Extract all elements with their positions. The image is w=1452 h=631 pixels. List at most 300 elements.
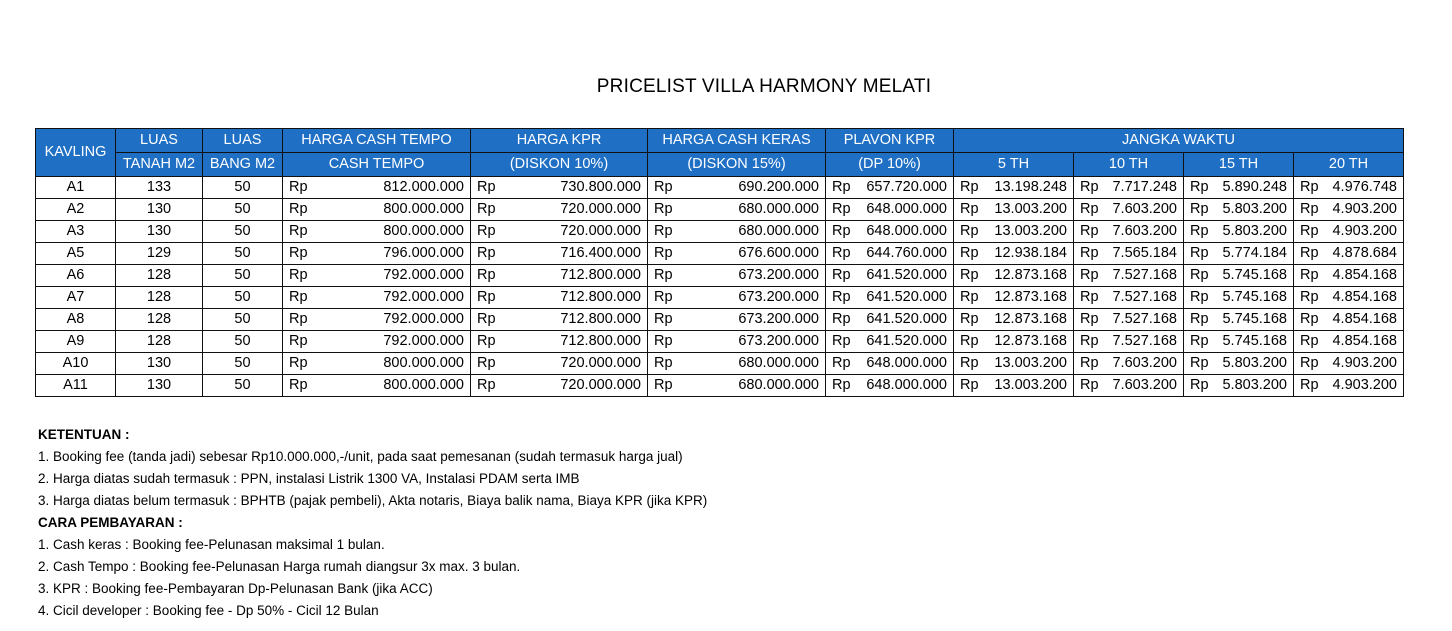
table-row [36, 243, 1404, 265]
cell-bang: 50 [203, 331, 283, 353]
currency-label: Rp [654, 311, 673, 327]
cell-th20 [1294, 353, 1404, 375]
currency-label: Rp [477, 333, 496, 349]
amount: 680.000.000 [738, 223, 819, 239]
amount: 5.803.200 [1222, 355, 1287, 371]
amount: 648.000.000 [866, 377, 947, 393]
currency-label: Rp [832, 311, 851, 327]
amount: 4.878.684 [1332, 245, 1397, 261]
cell-cash-keras [648, 243, 826, 265]
cell-th10 [1074, 199, 1184, 221]
amount: 680.000.000 [738, 201, 819, 217]
cell-cash-keras [648, 265, 826, 287]
cell-tanah: 133 [116, 177, 203, 199]
cell-tanah: 130 [116, 221, 203, 243]
currency-label: Rp [1300, 201, 1319, 217]
amount: 13.003.200 [994, 223, 1067, 239]
currency-label: Rp [477, 355, 496, 371]
cell-kavling: A11 [36, 375, 116, 397]
amount: 4.976.748 [1332, 179, 1397, 195]
amount: 4.903.200 [1332, 223, 1397, 239]
amount: 712.800.000 [560, 333, 641, 349]
currency-label: Rp [289, 355, 308, 371]
header-kpr: HARGA KPR [471, 129, 648, 153]
cell-th5 [954, 221, 1074, 243]
cell-cash-tempo [283, 287, 471, 309]
currency-label: Rp [1190, 267, 1209, 283]
currency-label: Rp [289, 201, 308, 217]
currency-label: Rp [289, 223, 308, 239]
cell-th10 [1074, 309, 1184, 331]
amount: 800.000.000 [383, 201, 464, 217]
currency-label: Rp [1190, 179, 1209, 195]
table-row [36, 287, 1404, 309]
cell-bang: 50 [203, 243, 283, 265]
currency-label: Rp [1080, 223, 1099, 239]
header-tanah-m2: TANAH M2 [116, 153, 203, 177]
amount: 5.745.168 [1222, 311, 1287, 327]
amount: 4.854.168 [1332, 267, 1397, 283]
amount: 720.000.000 [560, 223, 641, 239]
cell-kavling: A7 [36, 287, 116, 309]
currency-label: Rp [654, 377, 673, 393]
cara-item: 1. Cash keras : Booking fee-Pelunasan maksimal 1 bulan. [38, 537, 385, 552]
amount: 4.854.168 [1332, 333, 1397, 349]
amount: 7.527.168 [1112, 267, 1177, 283]
currency-label: Rp [1080, 245, 1099, 261]
currency-label: Rp [477, 179, 496, 195]
amount: 641.520.000 [866, 333, 947, 349]
currency-label: Rp [832, 179, 851, 195]
amount: 712.800.000 [560, 267, 641, 283]
amount: 4.903.200 [1332, 201, 1397, 217]
table-row [36, 199, 1404, 221]
cara-item: 3. KPR : Booking fee-Pembayaran Dp-Pelunasan Bank (jika ACC) [38, 581, 433, 596]
table-row [36, 353, 1404, 375]
cell-cash-keras [648, 331, 826, 353]
currency-label: Rp [289, 377, 308, 393]
cell-cash-tempo [283, 375, 471, 397]
amount: 676.600.000 [738, 245, 819, 261]
currency-label: Rp [654, 267, 673, 283]
cell-th5 [954, 265, 1074, 287]
amount: 792.000.000 [383, 289, 464, 305]
cara-item: 2. Cash Tempo : Booking fee-Pelunasan Harga rumah diangsur 3x max. 3 bulan. [38, 559, 521, 574]
amount: 720.000.000 [560, 355, 641, 371]
cell-th15 [1184, 221, 1294, 243]
table-row [36, 177, 1404, 199]
currency-label: Rp [960, 355, 979, 371]
cell-kpr [471, 287, 648, 309]
table-row [36, 221, 1404, 243]
cell-th15 [1184, 287, 1294, 309]
amount: 7.717.248 [1112, 179, 1177, 195]
currency-label: Rp [289, 245, 308, 261]
currency-label: Rp [654, 223, 673, 239]
cell-kpr [471, 375, 648, 397]
cell-tanah: 130 [116, 199, 203, 221]
currency-label: Rp [289, 333, 308, 349]
cell-th20 [1294, 265, 1404, 287]
cell-cash-tempo [283, 353, 471, 375]
amount: 12.873.168 [994, 333, 1067, 349]
page-title: PRICELIST VILLA HARMONY MELATI [596, 76, 932, 97]
amount: 792.000.000 [383, 267, 464, 283]
amount: 4.854.168 [1332, 289, 1397, 305]
currency-label: Rp [654, 289, 673, 305]
cell-plavon [826, 265, 954, 287]
cell-th15 [1184, 353, 1294, 375]
amount: 730.800.000 [560, 179, 641, 195]
cell-cash-tempo [283, 221, 471, 243]
currency-label: Rp [477, 267, 496, 283]
currency-label: Rp [654, 201, 673, 217]
cell-th20 [1294, 221, 1404, 243]
currency-label: Rp [289, 179, 308, 195]
cell-th10 [1074, 221, 1184, 243]
cell-th15 [1184, 309, 1294, 331]
header-cash-tempo-sub: CASH TEMPO [283, 153, 471, 177]
amount: 13.003.200 [994, 201, 1067, 217]
cell-kpr [471, 177, 648, 199]
currency-label: Rp [654, 245, 673, 261]
amount: 7.603.200 [1112, 377, 1177, 393]
amount: 792.000.000 [383, 311, 464, 327]
cell-cash-tempo [283, 177, 471, 199]
currency-label: Rp [477, 245, 496, 261]
currency-label: Rp [960, 333, 979, 349]
cell-cash-tempo [283, 243, 471, 265]
amount: 12.873.168 [994, 311, 1067, 327]
cell-bang: 50 [203, 265, 283, 287]
currency-label: Rp [960, 311, 979, 327]
currency-label: Rp [1300, 267, 1319, 283]
cell-th10 [1074, 375, 1184, 397]
amount: 5.803.200 [1222, 223, 1287, 239]
currency-label: Rp [477, 223, 496, 239]
amount: 12.938.184 [994, 245, 1067, 261]
amount: 690.200.000 [738, 179, 819, 195]
cell-bang: 50 [203, 221, 283, 243]
currency-label: Rp [1190, 377, 1209, 393]
cell-kpr [471, 199, 648, 221]
header-plavon-sub: (DP 10%) [826, 153, 954, 177]
currency-label: Rp [1190, 201, 1209, 217]
amount: 5.745.168 [1222, 289, 1287, 305]
amount: 796.000.000 [383, 245, 464, 261]
currency-label: Rp [832, 267, 851, 283]
amount: 648.000.000 [866, 355, 947, 371]
cell-cash-keras [648, 199, 826, 221]
cara-item: 4. Cicil developer : Booking fee - Dp 50% - Cicil 12 Bulan [38, 603, 379, 618]
cell-plavon [826, 309, 954, 331]
cell-th20 [1294, 331, 1404, 353]
amount: 7.565.184 [1112, 245, 1177, 261]
cell-tanah: 128 [116, 309, 203, 331]
amount: 4.854.168 [1332, 311, 1397, 327]
currency-label: Rp [1300, 377, 1319, 393]
amount: 641.520.000 [866, 311, 947, 327]
currency-label: Rp [654, 179, 673, 195]
amount: 5.774.184 [1222, 245, 1287, 261]
currency-label: Rp [477, 201, 496, 217]
cell-cash-tempo [283, 331, 471, 353]
cell-kavling: A2 [36, 199, 116, 221]
cell-tanah: 130 [116, 375, 203, 397]
currency-label: Rp [960, 377, 979, 393]
currency-label: Rp [832, 201, 851, 217]
amount: 4.903.200 [1332, 377, 1397, 393]
table-row [36, 375, 1404, 397]
amount: 7.603.200 [1112, 223, 1177, 239]
cell-kavling: A3 [36, 221, 116, 243]
header-10th: 10 TH [1074, 153, 1184, 177]
cell-cash-keras [648, 287, 826, 309]
currency-label: Rp [477, 289, 496, 305]
cell-plavon [826, 199, 954, 221]
currency-label: Rp [289, 289, 308, 305]
cell-bang: 50 [203, 353, 283, 375]
cell-tanah: 128 [116, 265, 203, 287]
amount: 5.890.248 [1222, 179, 1287, 195]
cell-cash-tempo [283, 265, 471, 287]
currency-label: Rp [832, 377, 851, 393]
cell-th15 [1184, 331, 1294, 353]
currency-label: Rp [1080, 377, 1099, 393]
cell-th10 [1074, 287, 1184, 309]
amount: 5.803.200 [1222, 377, 1287, 393]
header-5th: 5 TH [954, 153, 1074, 177]
amount: 680.000.000 [738, 355, 819, 371]
header-bang-m2: BANG M2 [203, 153, 283, 177]
header-jangka-waktu: JANGKA WAKTU [954, 129, 1404, 153]
amount: 716.400.000 [560, 245, 641, 261]
cell-plavon [826, 221, 954, 243]
cell-th5 [954, 287, 1074, 309]
amount: 673.200.000 [738, 267, 819, 283]
amount: 12.873.168 [994, 289, 1067, 305]
cell-kavling: A9 [36, 331, 116, 353]
currency-label: Rp [960, 223, 979, 239]
amount: 7.527.168 [1112, 311, 1177, 327]
cell-th20 [1294, 199, 1404, 221]
amount: 720.000.000 [560, 377, 641, 393]
header-cash-keras-sub: (DISKON 15%) [648, 153, 826, 177]
cell-tanah: 130 [116, 353, 203, 375]
header-cash-tempo: HARGA CASH TEMPO [283, 129, 471, 153]
header-cash-keras: HARGA CASH KERAS [648, 129, 826, 153]
currency-label: Rp [960, 179, 979, 195]
cell-th15 [1184, 375, 1294, 397]
currency-label: Rp [1190, 333, 1209, 349]
currency-label: Rp [1080, 355, 1099, 371]
currency-label: Rp [1190, 355, 1209, 371]
cell-plavon [826, 375, 954, 397]
cell-tanah: 128 [116, 287, 203, 309]
amount: 5.803.200 [1222, 201, 1287, 217]
currency-label: Rp [1080, 201, 1099, 217]
ketentuan-item: 3. Harga diatas belum termasuk : BPHTB (pajak pembeli), Akta notaris, Biaya balik nama, Biaya KPR (jika KPR) [38, 493, 708, 508]
ketentuan-item: 2. Harga diatas sudah termasuk : PPN, instalasi Listrik 1300 VA, Instalasi PDAM serta IMB [38, 471, 580, 486]
currency-label: Rp [477, 311, 496, 327]
amount: 4.903.200 [1332, 355, 1397, 371]
amount: 673.200.000 [738, 333, 819, 349]
amount: 712.800.000 [560, 311, 641, 327]
amount: 812.000.000 [383, 179, 464, 195]
amount: 657.720.000 [866, 179, 947, 195]
currency-label: Rp [1190, 245, 1209, 261]
cell-tanah: 128 [116, 331, 203, 353]
amount: 800.000.000 [383, 223, 464, 239]
cell-th10 [1074, 353, 1184, 375]
cell-th20 [1294, 309, 1404, 331]
currency-label: Rp [1300, 223, 1319, 239]
amount: 792.000.000 [383, 333, 464, 349]
currency-label: Rp [1190, 289, 1209, 305]
cell-plavon [826, 287, 954, 309]
amount: 7.603.200 [1112, 201, 1177, 217]
cell-th20 [1294, 177, 1404, 199]
notes [38, 424, 707, 622]
currency-label: Rp [654, 355, 673, 371]
cell-kavling: A1 [36, 177, 116, 199]
amount: 12.873.168 [994, 267, 1067, 283]
cell-th5 [954, 353, 1074, 375]
amount: 5.745.168 [1222, 333, 1287, 349]
cell-kpr [471, 221, 648, 243]
ketentuan-item: 1. Booking fee (tanda jadi) sebesar Rp10.000.000,-/unit, pada saat pemesanan (sudah termasuk harga jual) [38, 449, 683, 464]
amount: 641.520.000 [866, 267, 947, 283]
cell-kavling: A10 [36, 353, 116, 375]
currency-label: Rp [654, 333, 673, 349]
cell-kavling: A6 [36, 265, 116, 287]
currency-label: Rp [832, 355, 851, 371]
currency-label: Rp [1300, 311, 1319, 327]
cell-th15 [1184, 265, 1294, 287]
cell-kpr [471, 243, 648, 265]
cell-th5 [954, 375, 1074, 397]
cell-plavon [826, 243, 954, 265]
cell-th15 [1184, 243, 1294, 265]
cara-pembayaran-heading: CARA PEMBAYARAN : [38, 515, 183, 530]
amount: 673.200.000 [738, 311, 819, 327]
table-row [36, 309, 1404, 331]
cell-kpr [471, 309, 648, 331]
cell-kpr [471, 331, 648, 353]
cell-plavon [826, 177, 954, 199]
cell-th15 [1184, 199, 1294, 221]
currency-label: Rp [1300, 289, 1319, 305]
currency-label: Rp [289, 311, 308, 327]
amount: 7.603.200 [1112, 355, 1177, 371]
currency-label: Rp [960, 289, 979, 305]
amount: 13.198.248 [994, 179, 1067, 195]
amount: 648.000.000 [866, 201, 947, 217]
amount: 673.200.000 [738, 289, 819, 305]
currency-label: Rp [1300, 355, 1319, 371]
amount: 800.000.000 [383, 355, 464, 371]
currency-label: Rp [1080, 289, 1099, 305]
cell-kavling: A8 [36, 309, 116, 331]
cell-bang: 50 [203, 199, 283, 221]
amount: 712.800.000 [560, 289, 641, 305]
amount: 644.760.000 [866, 245, 947, 261]
cell-th20 [1294, 287, 1404, 309]
currency-label: Rp [960, 245, 979, 261]
header-kpr-sub: (DISKON 10%) [471, 153, 648, 177]
amount: 13.003.200 [994, 355, 1067, 371]
cell-bang: 50 [203, 177, 283, 199]
cell-th15 [1184, 177, 1294, 199]
cell-th20 [1294, 243, 1404, 265]
cell-plavon [826, 331, 954, 353]
currency-label: Rp [1080, 267, 1099, 283]
currency-label: Rp [832, 245, 851, 261]
cell-cash-tempo [283, 199, 471, 221]
currency-label: Rp [1300, 179, 1319, 195]
amount: 13.003.200 [994, 377, 1067, 393]
currency-label: Rp [960, 201, 979, 217]
cell-plavon [826, 353, 954, 375]
cell-kpr [471, 265, 648, 287]
table-row [36, 265, 1404, 287]
cell-th5 [954, 331, 1074, 353]
currency-label: Rp [832, 223, 851, 239]
cell-cash-keras [648, 375, 826, 397]
currency-label: Rp [1080, 311, 1099, 327]
header-kavling: KAVLING [36, 129, 116, 177]
amount: 5.745.168 [1222, 267, 1287, 283]
cell-cash-keras [648, 309, 826, 331]
currency-label: Rp [832, 289, 851, 305]
cell-th10 [1074, 177, 1184, 199]
cell-bang: 50 [203, 287, 283, 309]
currency-label: Rp [1080, 333, 1099, 349]
amount: 720.000.000 [560, 201, 641, 217]
currency-label: Rp [477, 377, 496, 393]
cell-kpr [471, 353, 648, 375]
amount: 641.520.000 [866, 289, 947, 305]
cell-kavling: A5 [36, 243, 116, 265]
amount: 800.000.000 [383, 377, 464, 393]
amount: 648.000.000 [866, 223, 947, 239]
header-luas-tanah: LUAS [116, 129, 203, 153]
header-luas-bang: LUAS [203, 129, 283, 153]
currency-label: Rp [1080, 179, 1099, 195]
cell-cash-keras [648, 353, 826, 375]
cell-bang: 50 [203, 375, 283, 397]
currency-label: Rp [1300, 333, 1319, 349]
cell-th20 [1294, 375, 1404, 397]
currency-label: Rp [832, 333, 851, 349]
currency-label: Rp [1190, 311, 1209, 327]
cell-th10 [1074, 265, 1184, 287]
currency-label: Rp [289, 267, 308, 283]
pricelist-table [35, 128, 1404, 397]
cell-cash-keras [648, 177, 826, 199]
table-row [36, 331, 1404, 353]
currency-label: Rp [1190, 223, 1209, 239]
cell-cash-keras [648, 221, 826, 243]
currency-label: Rp [1300, 245, 1319, 261]
header-20th: 20 TH [1294, 153, 1404, 177]
cell-th5 [954, 243, 1074, 265]
currency-label: Rp [960, 267, 979, 283]
header-plavon: PLAVON KPR [826, 129, 954, 153]
amount: 7.527.168 [1112, 289, 1177, 305]
ketentuan-heading: KETENTUAN : [38, 427, 130, 442]
cell-bang: 50 [203, 309, 283, 331]
